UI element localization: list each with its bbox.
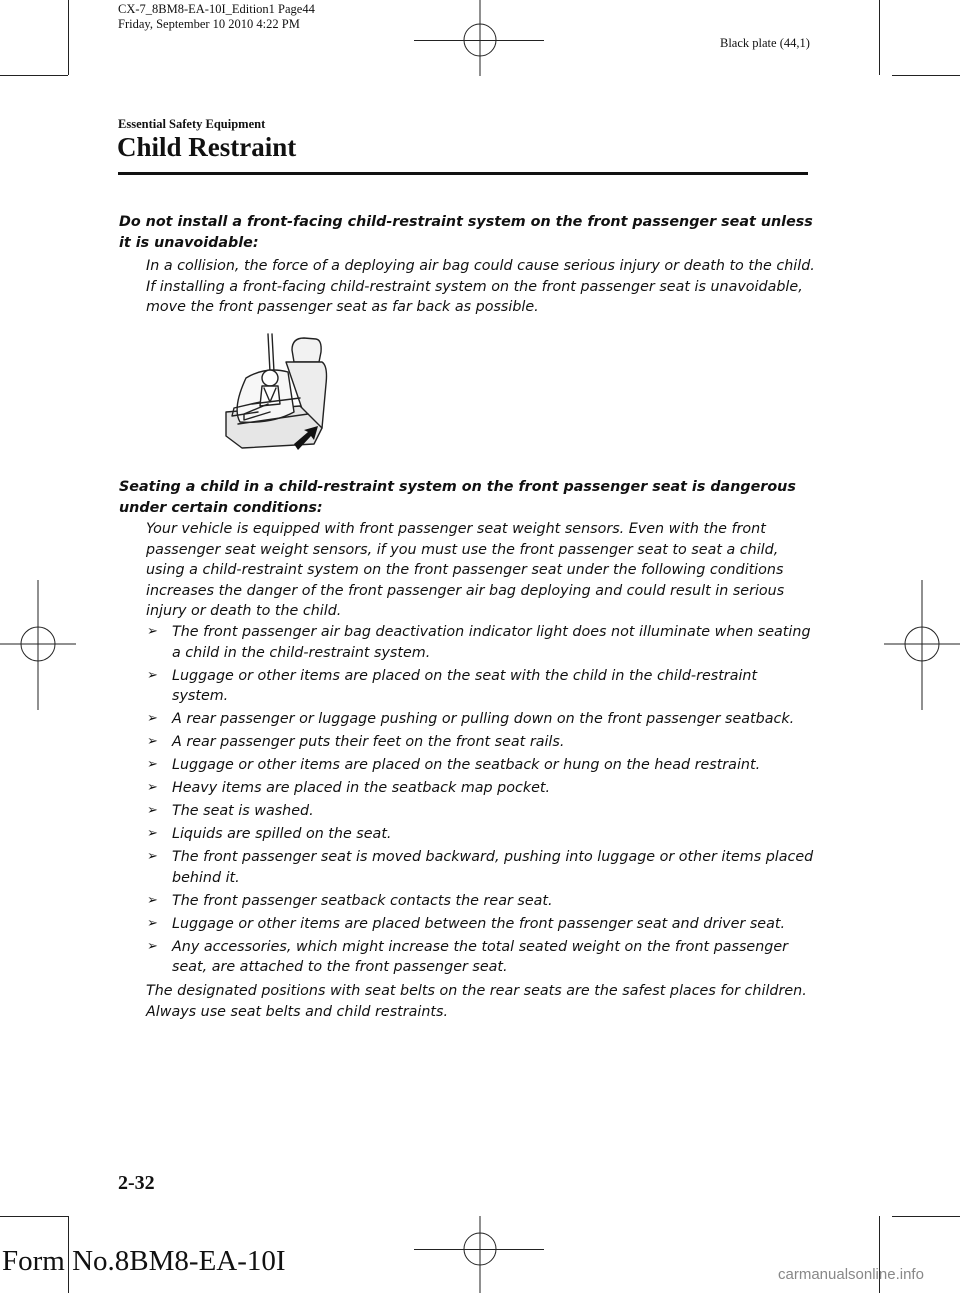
form-number: Form No.8BM8-EA-10I — [2, 1245, 286, 1277]
condition-item — [146, 666, 816, 707]
condition-text: The front passenger air bag deactivation indicator light does not illuminate when seating a child in the child-restraint system. — [172, 624, 811, 661]
condition-item — [146, 801, 816, 822]
condition-item — [146, 755, 816, 776]
arrow-bullet-icon: ➢ — [147, 667, 158, 683]
condition-item — [146, 778, 816, 799]
condition-text: A rear passenger puts their feet on the front seat rails. — [172, 734, 565, 750]
condition-text: Heavy items are placed in the seatback map pocket. — [172, 780, 551, 796]
condition-text: Luggage or other items are placed between the front passenger seat and driver seat. — [172, 915, 785, 932]
watermark: carmanualsonline.info — [778, 1266, 924, 1283]
child-seat-front-facing-illustration — [222, 332, 334, 456]
date-line: Friday, September 10 2010 4:22 PM — [118, 17, 300, 31]
arrow-bullet-icon: ➢ — [147, 849, 158, 864]
plate-label: Black plate (44,1) — [720, 36, 810, 50]
condition-text: Any accessories, which might increase the total seated weight on the front passenger seat, are attached to the front passenger seat. — [172, 938, 789, 975]
registration-mark-right — [884, 580, 960, 710]
condition-text: The front passenger seat is moved backward, pushing into luggage or other items placed behind it. — [172, 849, 814, 886]
warning-body-seating-child: Your vehicle is equipped with front passenger seat weight sensors. Even with the front passenger seat weight sensors, if you must use the front passenger seat to seat a child, using a child-restraint system on the front passenger seat under the following conditions increases the danger of the front passenger air bag deploying and could result in serious injury or death to the child. — [146, 521, 785, 619]
arrow-bullet-icon: ➢ — [147, 711, 158, 726]
file-line: CX-7_8BM8-EA-10I_Edition1 Page44 — [118, 2, 315, 16]
arrow-bullet-icon: ➢ — [147, 892, 158, 908]
arrow-bullet-icon: ➢ — [147, 734, 158, 749]
condition-list — [146, 622, 816, 980]
arrow-bullet-icon: ➢ — [147, 780, 158, 795]
condition-item — [146, 937, 816, 978]
condition-item — [146, 824, 816, 845]
arrow-bullet-icon: ➢ — [147, 803, 158, 818]
arrow-bullet-icon: ➢ — [147, 826, 158, 841]
condition-item — [146, 914, 816, 935]
title-rule — [118, 172, 808, 175]
arrow-bullet-icon: ➢ — [147, 938, 158, 954]
condition-item — [146, 622, 816, 663]
condition-item — [146, 891, 816, 912]
registration-mark-left — [0, 580, 76, 710]
page-number: 2-32 — [118, 1172, 155, 1194]
print-header — [118, 2, 315, 32]
condition-text: Luggage or other items are placed on the seatback or hung on the head restraint. — [172, 757, 761, 773]
warning-body-front-facing: In a collision, the force of a deploying air bag could cause serious injury or death to the child. If installing a front-facing child-restraint system on the front passenger seat is unavoidable, move the front passenger seat as far back as possible. — [146, 258, 815, 315]
condition-item — [146, 732, 816, 753]
condition-text: The front passenger seatback contacts the rear seat. — [172, 892, 553, 909]
arrow-bullet-icon: ➢ — [147, 915, 158, 931]
condition-text: Liquids are spilled on the seat. — [172, 826, 392, 842]
condition-text: A rear passenger or luggage pushing or pulling down on the front passenger seatback. — [172, 711, 795, 727]
warning-heading-seating-child: Seating a child in a child-restraint system on the front passenger seat is dangerous under certain conditions: — [119, 479, 796, 516]
condition-item — [146, 847, 816, 888]
condition-text: Luggage or other items are placed on the seat with the child in the child-restraint system. — [172, 667, 758, 704]
registration-mark-bottom — [454, 1212, 506, 1293]
condition-text: The seat is washed. — [172, 803, 314, 819]
section-label: Essential Safety Equipment — [118, 117, 266, 131]
registration-mark-top — [454, 0, 506, 80]
closing-paragraph: The designated positions with seat belts on the rear seats are the safest places for children. Always use seat belts and child restraints. — [146, 983, 807, 1020]
page-title: Child Restraint — [117, 132, 297, 162]
condition-item — [146, 709, 816, 730]
arrow-bullet-icon: ➢ — [147, 757, 158, 772]
warning-heading-front-facing: Do not install a front-facing child-restraint system on the front passenger seat unless it is unavoidable: — [119, 214, 813, 251]
arrow-bullet-icon: ➢ — [147, 624, 158, 639]
